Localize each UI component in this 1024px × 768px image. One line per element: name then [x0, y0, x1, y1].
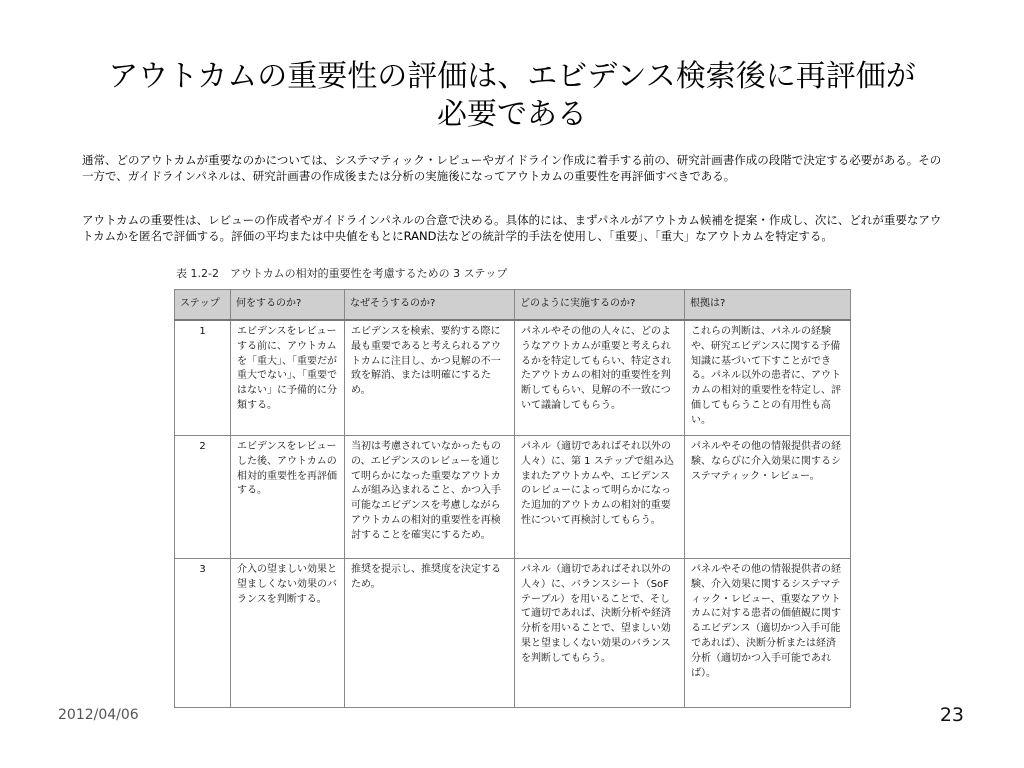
table-caption: 表 1.2-2 アウトカムの相対的重要性を考慮するための 3 ステップ: [176, 267, 508, 280]
cell-what: エビデンスをレビューする前に、アウトカムを「重大」、「重要だが重大でない」、「重要ではない」に予備的に分類する。: [231, 320, 345, 436]
cell-step-number: 1: [175, 320, 231, 436]
cell-basis: これらの判断は、パネルの経験や、研究エビデンスに関する予備知識に基づいて下すことができる。パネル以外の患者に、アウトカムの相対的重要性を特定し、評価してもらうことの有用性も高い。: [685, 320, 851, 436]
table-row: [175, 436, 851, 559]
cell-why: エビデンスを検索、要約する際に最も重要であると考えられるアウトカムに注目し、かつ見解の不一致を解消、または明確にするため。: [345, 320, 515, 436]
page-number: 23: [939, 704, 964, 726]
slide-title-line-2: 必要である: [437, 97, 587, 132]
table-header-row: [175, 290, 851, 321]
table-row: [175, 559, 851, 708]
header-step: ステップ: [175, 290, 231, 321]
cell-basis: パネルやその他の情報提供者の経験、介入効果に関するシステマティック・レビュー、重要なアウトカムに対する患者の価値観に関するエビデンス（適切かつ入手可能であれば）、決断分析または経済分析（適切かつ入手可能であれば）。: [685, 559, 851, 708]
body-paragraph-1: 通常、どのアウトカムが重要なのかについては、システマティック・レビューやガイドライン作成に着手する前の、研究計画書作成の段階で決定する必要がある。その一方で、ガイドラインパネルは、研究計画書の作成後または分析の実施後になってアウトカムの重要性を再評価すべきである。: [82, 153, 942, 183]
slide-date: 2012/04/06: [58, 707, 139, 723]
cell-step-number: 2: [175, 436, 231, 559]
cell-basis: パネルやその他の情報提供者の経験、ならびに介入効果に関するシステマティック・レビュー。: [685, 436, 851, 559]
cell-how: パネル（適切であればそれ以外の人々）に、第 1 ステップで組み込まれたアウトカムや、エビデンスのレビューによって明らかになった追加的アウトカムの相対的重要性について再検討してもらう。: [515, 436, 685, 559]
cell-step-number: 3: [175, 559, 231, 708]
cell-how: パネル（適切であればそれ以外の人々）に、バランスシート（SoF テーブル）を用いることで、そして適切であれば、決断分析や経済分析を用いることで、望ましい効果と望ましくない効果のバランスを判断してもらう。: [515, 559, 685, 708]
cell-why: 当初は考慮されていなかったものの、エビデンスのレビューを通じて明らかになった重要なアウトカムが組み込まれること、かつ入手可能なエビデンスを考慮しながらアウトカムの相対的重要性を再検討することを確実にするため。: [345, 436, 515, 559]
slide-title-line-1: アウトカムの重要性の評価は、エビデンス検索後に再評価が: [108, 59, 916, 94]
table-row: [175, 320, 851, 436]
body-paragraph-2: アウトカムの重要性は、レビューの作成者やガイドラインパネルの合意で決める。具体的には、まずパネルがアウトカム候補を提案・作成し、次に、どれが重要なアウトカムかを匿名で評価する。評価の平均または中央値をもとにRAND法などの統計学的手法を使用し、「重要」、「重大」なアウトカムを特定する。: [82, 213, 942, 243]
header-what: 何をするのか?: [231, 290, 345, 321]
cell-what: エビデンスをレビューした後、アウトカムの相対的重要性を再評価する。: [231, 436, 345, 559]
cell-what: 介入の望ましい効果と望ましくない効果のバランスを判断する。: [231, 559, 345, 708]
cell-how: パネルやその他の人々に、どのようなアウトカムが重要と考えられるかを特定してもらい、特定されたアウトカムの相対的重要性を判断してもらい、見解の不一致について議論してもらう。: [515, 320, 685, 436]
header-basis: 根拠は?: [685, 290, 851, 321]
header-why: なぜそうするのか?: [345, 290, 515, 321]
header-how: どのように実施するのか?: [515, 290, 685, 321]
steps-table: [174, 289, 851, 708]
slide-title: [40, 58, 984, 134]
cell-why: 推奨を提示し、推奨度を決定するため。: [345, 559, 515, 708]
